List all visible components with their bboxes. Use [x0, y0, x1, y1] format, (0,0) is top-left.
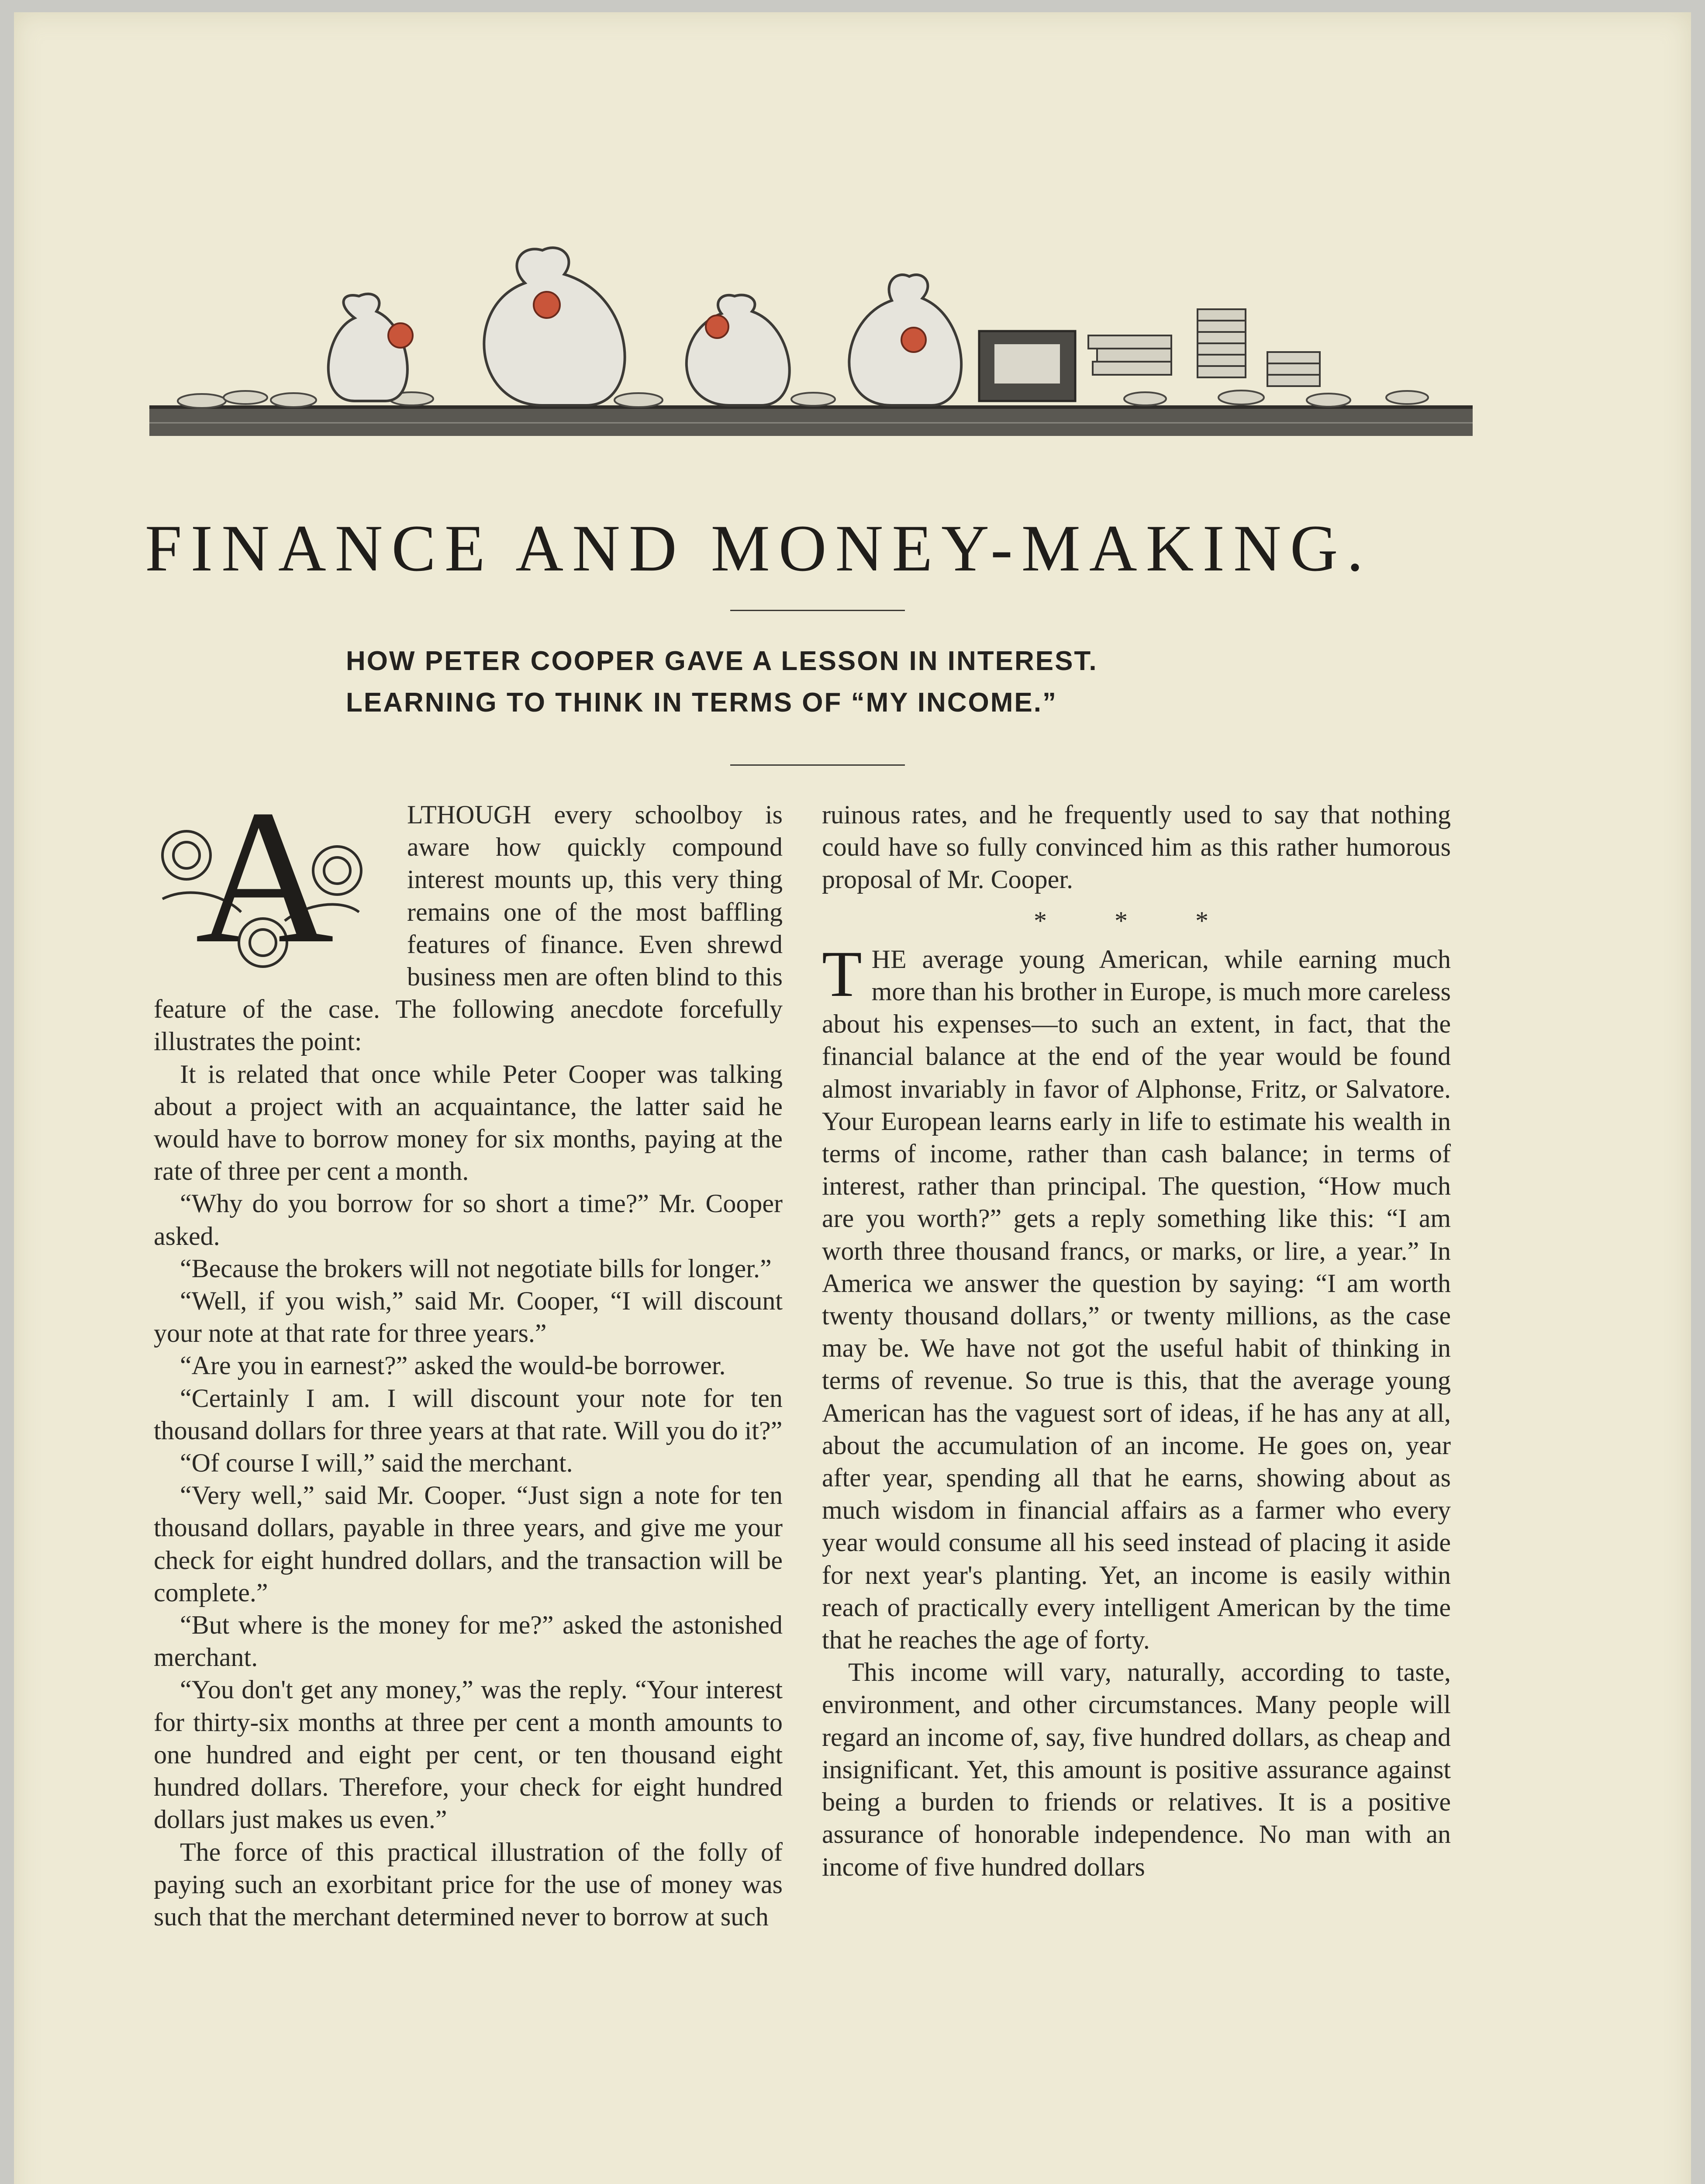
- magazine-page: [14, 12, 1691, 2184]
- left-first-paragraph: LTHOUGH every schoolboy is aware how quickly compound interest mounts up, this very thing remains one of the most baffling features of finance. Even shrewd business men are often blind to this feature of the case. The following anecdote forcefully illustrates the point:: [154, 800, 783, 1056]
- left-paragraph: “Because the brokers will not negotiate bills for longer.”: [180, 1254, 772, 1283]
- left-column: [154, 798, 783, 2184]
- left-paragraph: “Of course I will,” said the merchant.: [180, 1448, 573, 1478]
- left-paragraph: The force of this practical illustration of the folly of paying such an exorbitant price for the use of money was such that the merchant determined never to borrow at such: [154, 1837, 783, 1931]
- ornate-dropcap: [154, 798, 394, 983]
- dropcap-letter-a: A: [195, 798, 334, 983]
- right-paragraph: This income will vary, naturally, according to taste, environment, and other circumstances. Many people will regard an income of, say, five hundred dollars, as cheap and insignificant. Yet, this amount is positive assurance against being a burden to friends or relatives. It is a positive assurance of honorable independence. No man with an income of five hundred dollars: [822, 1658, 1451, 1881]
- left-paragraph: “Are you in earnest?” asked the would-be borrower.: [180, 1351, 726, 1380]
- left-paragraph: “Why do you borrow for so short a time?” Mr. Cooper asked.: [154, 1189, 783, 1251]
- left-paragraph: “Well, if you wish,” said Mr. Cooper, “I will discount your note at that rate for three years.”: [154, 1286, 783, 1348]
- left-paragraph: “But where is the money for me?” asked the astonished merchant.: [154, 1610, 783, 1672]
- dropcap-letter-t: T: [822, 937, 862, 1010]
- left-paragraph: “You don't get any money,” was the reply. “Your interest for thirty-six months at three per cent a month amounts to one hundred and eight per cent, or ten thousand eight hundred dollars. Therefore, your check for eight hundred dollars just makes us even.”: [154, 1675, 783, 1834]
- money-bags-illustration: [149, 218, 1473, 453]
- subheading-divider: [730, 764, 905, 766]
- right-continuation: ruinous rates, and he frequently used to say that nothing could have so fully convinced him as this rather humorous proposal of Mr. Cooper.: [822, 800, 1451, 894]
- section-separator: * * *: [1034, 906, 1239, 935]
- subheading-2: LEARNING TO THINK IN TERMS OF “MY INCOME.”: [346, 688, 1057, 718]
- left-paragraph: It is related that once while Peter Cooper was talking about a project with an acquaintance, the latter said he would have to borrow money for six months, paying at the rate of three per cent a month.: [154, 1059, 783, 1186]
- right-column: [822, 798, 1451, 2184]
- right-first-paragraph: HE average young American, while earning much more than his brother in Europe, is much more careless about his expenses—to such an extent, in fact, that the financial balance at the end of the year would be found almost invariably in favor of Alphonse, Fritz, or Salvatore. Your European learns early in life to estimate his wealth in terms of income, rather than cash balance; in terms of interest, rather than principal. The question, “How much are you worth?” gets a reply something like this: “I am worth three thousand francs, or marks, or lire, a year.” In America we answer the question by saying: “I am worth twenty thousand dollars,” or twenty millions, as the case may be. We have not got the useful habit of thinking in terms of revenue. So true is this, that the average young American has the vaguest sort of ideas, if he has any at all, about the accumulation of an income. He goes on, year after year, spending all that he earns, showing about as much wisdom in financial affairs as a farmer who every year would consume all his seed instead of placing it aside for next year's planting. Yet, an income is easily within reach of practically every intelligent American by the time that he reaches the age of forty.: [822, 944, 1451, 1655]
- subheading-1: HOW PETER COOPER GAVE A LESSON IN INTEREST.: [346, 646, 1098, 676]
- left-paragraph: “Certainly I am. I will discount your note for ten thousand dollars for three years at that rate. Will you do it?”: [154, 1383, 783, 1445]
- left-paragraph: “Very well,” said Mr. Cooper. “Just sign a note for ten thousand dollars, payable in three years, and give me your check for eight hundred dollars, and the transaction will be complete.”: [154, 1481, 783, 1607]
- title-divider: [730, 610, 905, 611]
- article-title: FINANCE AND MONEY-MAKING.: [145, 511, 1372, 585]
